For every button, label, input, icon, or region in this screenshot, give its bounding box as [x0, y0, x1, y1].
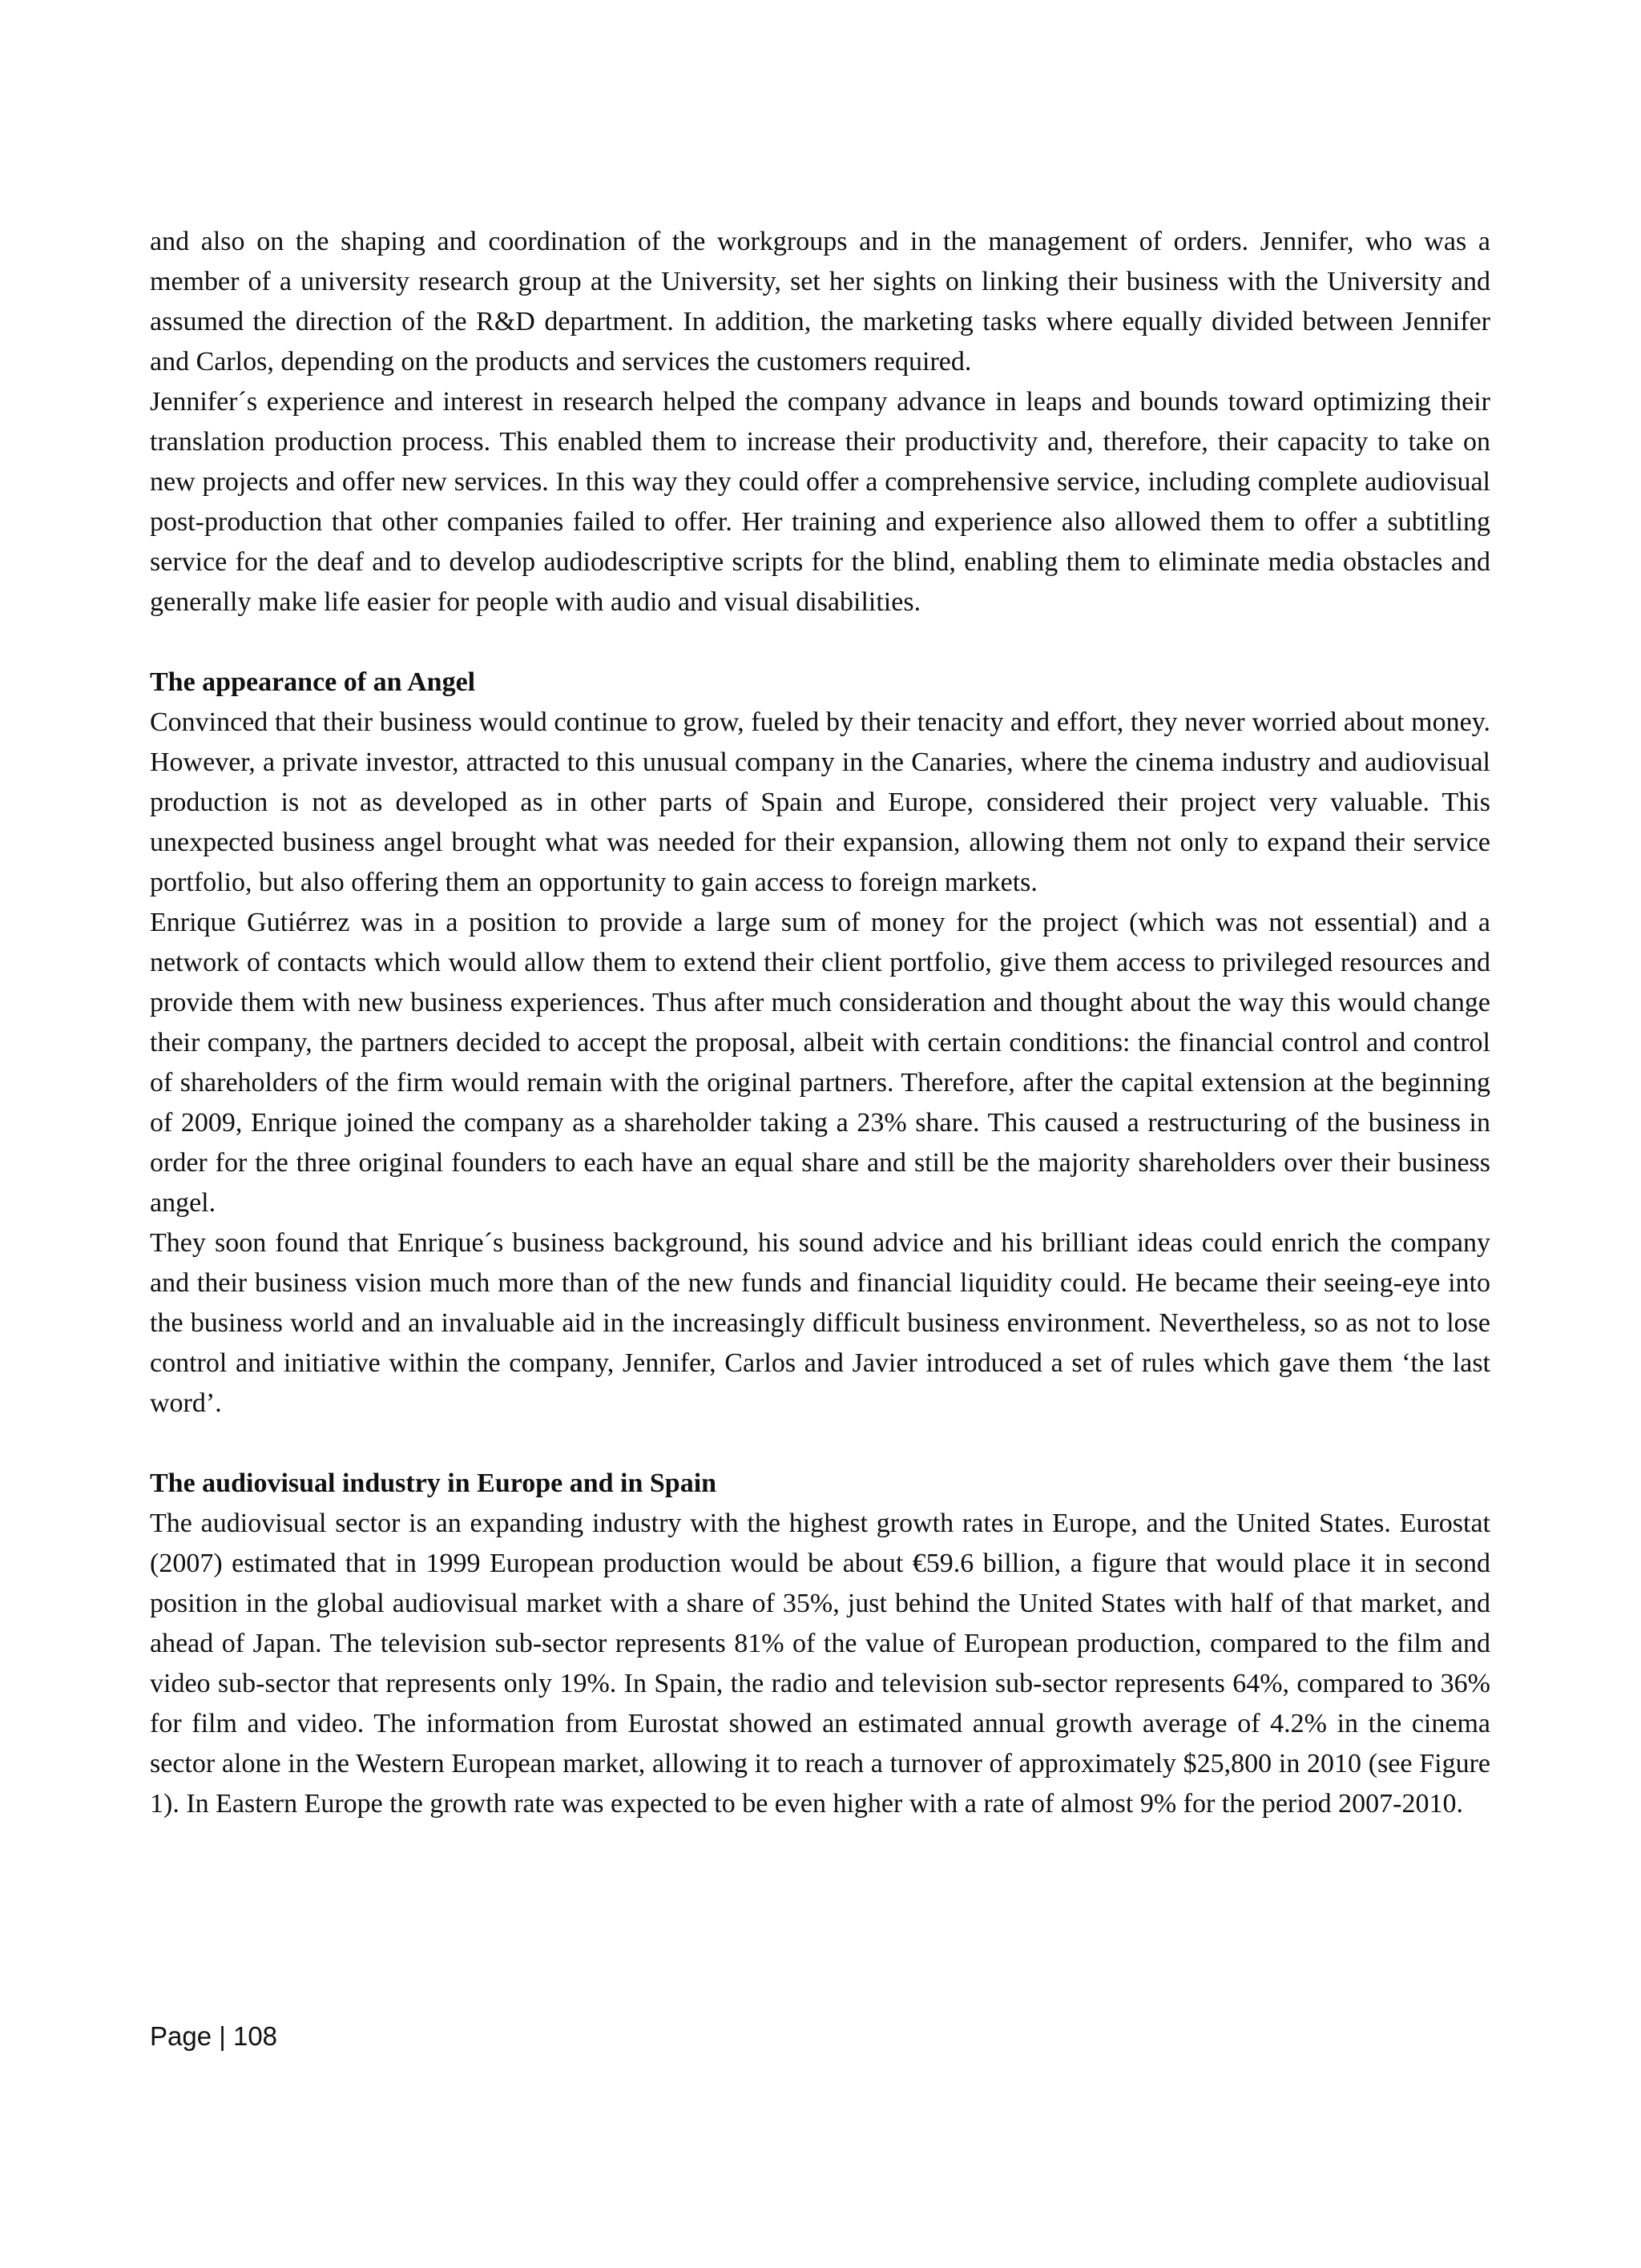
section-heading-industry: The audiovisual industry in Europe and in Spain [150, 1468, 717, 1498]
angel-paragraph-1: Convinced that their business would continue to grow, fueled by their tenacity and effort, they never worried about money. However, a private investor, attracted to this unusual company in the Canaries, where the cinema industry and audiovisual production is not as developed as in other parts of Spain and Europe, considered their project very valuable. This unexpected business angel brought what was needed for their expansion, allowing them not only to expand their service portfolio, but also offering them an opportunity to gain access to foreign markets. [150, 707, 1490, 897]
section-heading-angel: The appearance of an Angel [150, 667, 476, 697]
industry-paragraph-1: The audiovisual sector is an expanding industry with the highest growth rates in Europe, and the United States. Eurostat (2007) estimated that in 1999 European production would be about €59.6 billion, a figure that would place it in second position in the global audiovisual market with a share of 35%, just behind the United States with half of that market, and ahead of Japan. The television sub-sector represents 81% of the value of European production, compared to the film and video sub-sector that represents only 19%. In Spain, the radio and television sub-sector represents 64%, compared to 36% for film and video. The information from Eurostat showed an estimated annual growth average of 4.2% in the cinema sector alone in the Western European market, allowing it to reach a turnover of approximately $25,800 in 2010 (see Figure 1). In Eastern Europe the growth rate was expected to be even higher with a rate of almost 9% for the period 2007-2010. [150, 1509, 1490, 1819]
intro-paragraph-1: and also on the shaping and coordination of the workgroups and in the management of orders. Jennifer, who was a member of a university research group at the University, set her sights on linking their business with the University and assumed the direction of the R&D department. In addition, the marketing tasks where equally divided between Jennifer and Carlos, depending on the products and services the customers required. [150, 227, 1490, 377]
intro-paragraph-2: Jennifer´s experience and interest in research helped the company advance in leaps and bounds toward optimizing their translation production process. This enabled them to increase their productivity and, therefore, their capacity to take on new projects and offer new services. In this way they could offer a comprehensive service, including complete audiovisual post-production that other companies failed to offer. Her training and experience also allowed them to offer a subtitling service for the deaf and to develop audiodescriptive scripts for the blind, enabling them to eliminate media obstacles and generally make life easier for people with audio and visual disabilities. [150, 387, 1490, 617]
page-number: Page | 108 [150, 2021, 278, 2051]
angel-paragraph-3: They soon found that Enrique´s business background, his sound advice and his brilliant ideas could enrich the company and their business vision much more than of the new funds and financial liquidity could. He became their seeing-eye into the business world and an invaluable aid in the increasingly difficult business environment. Nevertheless, so as not to lose control and initiative within the company, Jennifer, Carlos and Javier introduced a set of rules which gave them ‘the last word’. [150, 1228, 1490, 1418]
angel-paragraph-2: Enrique Gutiérrez was in a position to provide a large sum of money for the project (which was not essential) and a network of contacts which would allow them to extend their client portfolio, give them access to privileged resources and provide them with new business experiences. Thus after much consideration and thought about the way this would change their company, the partners decided to accept the proposal, albeit with certain conditions: the financial control and control of shareholders of the firm would remain with the original partners. Therefore, after the capital extension at the beginning of 2009, Enrique joined the company as a shareholder taking a 23% share. This caused a restructuring of the business in order for the three original founders to each have an equal share and still be the majority shareholders over their business angel. [150, 908, 1490, 1218]
page-body [150, 222, 1490, 1824]
